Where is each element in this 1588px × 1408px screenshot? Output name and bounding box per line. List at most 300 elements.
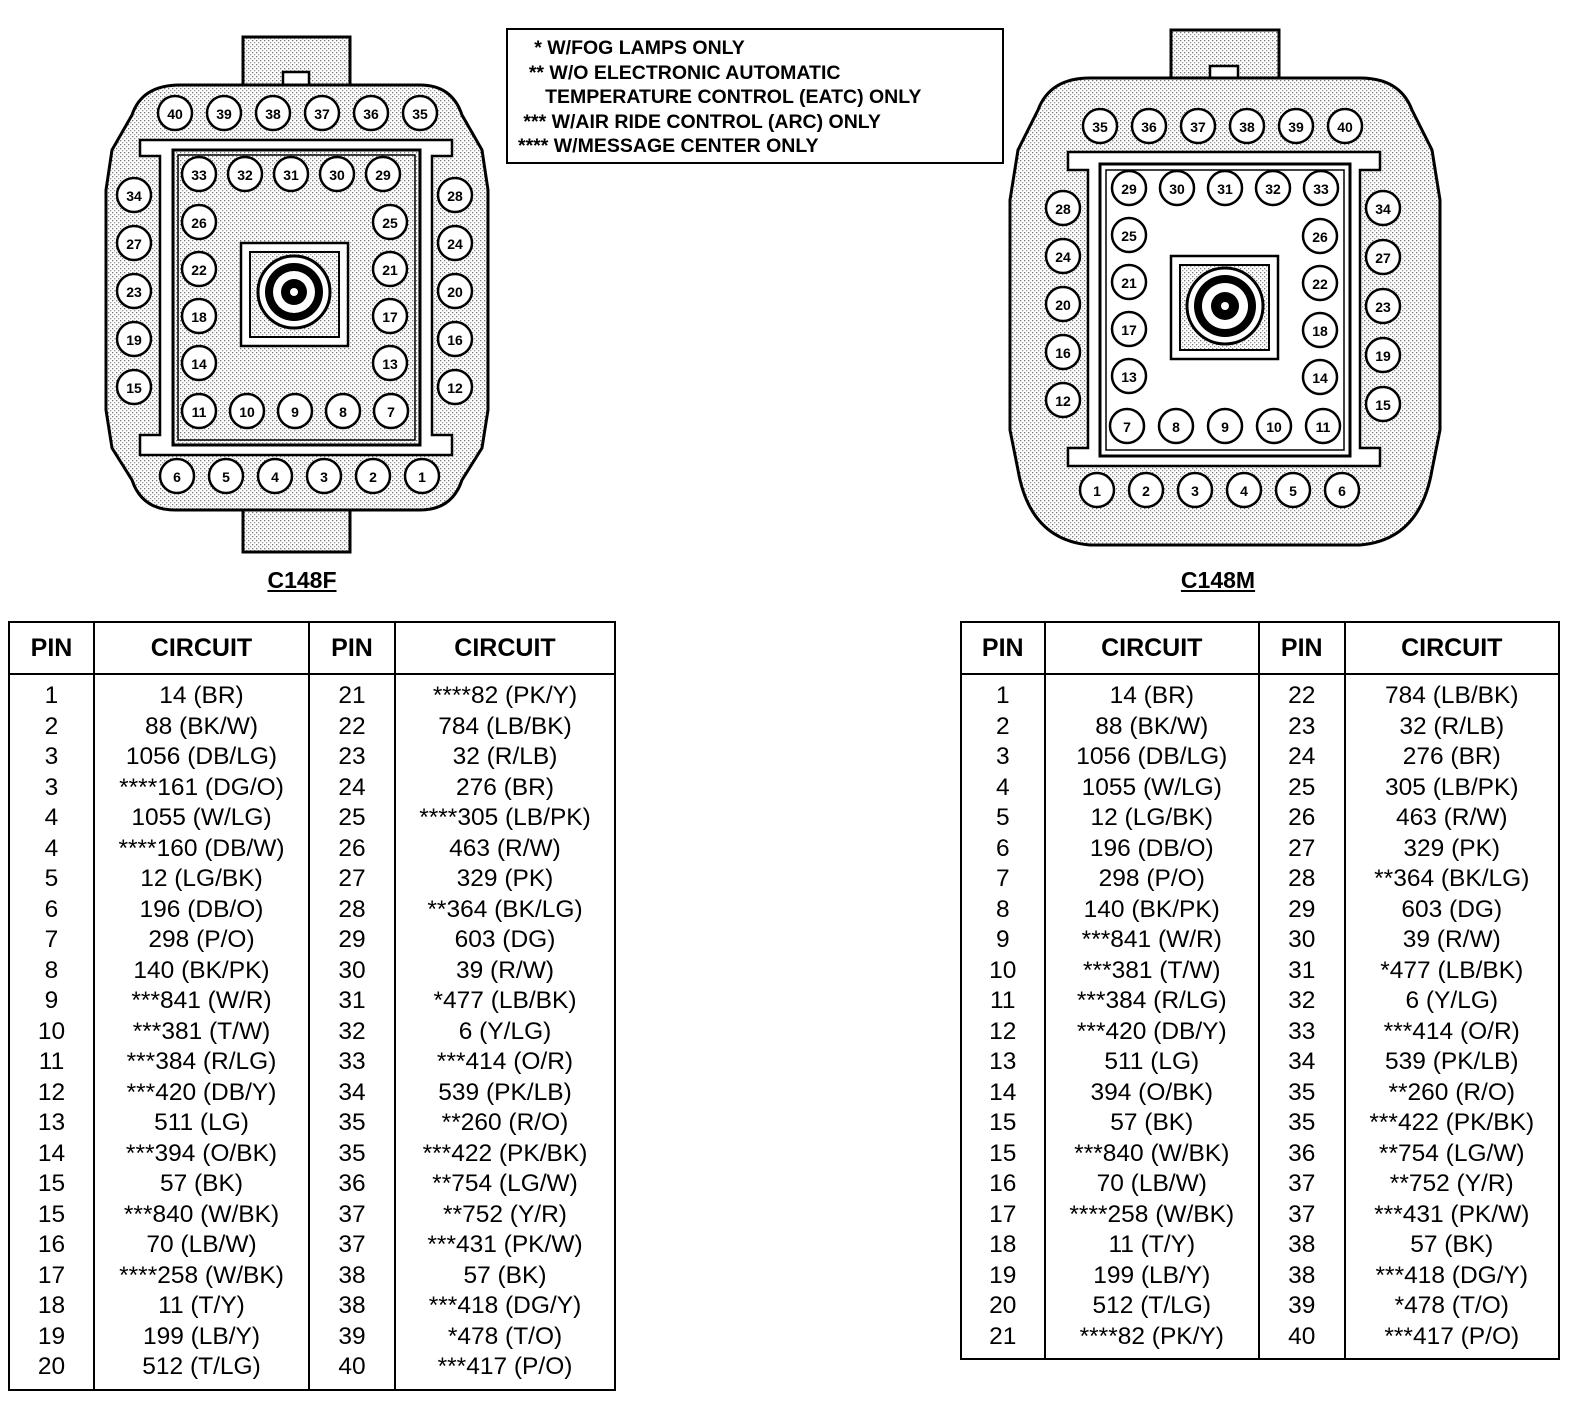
pin-cell: 4 <box>961 773 1045 804</box>
pin-cell: 34 <box>1259 1047 1345 1078</box>
circuit-cell: 70 (LB/W) <box>1045 1169 1259 1200</box>
pin-cell: 5 <box>9 864 94 895</box>
circuit-cell: 70 (LB/W) <box>94 1230 309 1261</box>
pin-number: 15 <box>126 380 142 396</box>
circuit-cell: 539 (PK/LB) <box>438 1078 572 1106</box>
pin-40 <box>1328 109 1362 143</box>
circuit-cell: 39 (R/W) <box>456 956 554 984</box>
circuit-cell: 1055 (W/LG) <box>1045 773 1259 804</box>
circuit-cell: ****305 (LB/PK) <box>419 804 591 832</box>
pin-30 <box>1160 171 1194 205</box>
circuit-cell: *478 (T/O) <box>1394 1292 1509 1320</box>
table-row <box>961 1139 1559 1170</box>
pin-header: PIN <box>9 622 94 674</box>
circuit-cell: **260 (R/O) <box>1388 1078 1516 1106</box>
pin-cell: 16 <box>961 1169 1045 1200</box>
pin-number: 27 <box>126 236 142 252</box>
table-row <box>961 1108 1559 1139</box>
pin-cell: 9 <box>961 925 1045 956</box>
circuit-header: CIRCUIT <box>1045 622 1259 674</box>
circuit-cell: ***422 (PK/BK) <box>1369 1109 1535 1137</box>
circuit-cell: 784 (LB/BK) <box>1385 682 1519 710</box>
pin-cell: 12 <box>9 1078 94 1109</box>
pin-number: 17 <box>1121 322 1137 338</box>
circuit-cell: ***420 (DB/Y) <box>1045 1017 1259 1048</box>
pin-cell: 20 <box>961 1291 1045 1322</box>
circuit-cell: 32 (R/LB) <box>452 743 558 771</box>
pin-number: 28 <box>1055 201 1071 217</box>
table-row <box>9 895 615 926</box>
pin-cell: 20 <box>9 1352 94 1390</box>
pin-cell: 26 <box>309 834 395 865</box>
pin-cell: 28 <box>309 895 395 926</box>
pin-cell: 24 <box>1259 742 1345 773</box>
circuit-cell: 276 (BR) <box>455 773 555 801</box>
table-row <box>9 1291 615 1322</box>
pin-number: 4 <box>1240 483 1248 499</box>
pin-cell: 33 <box>1259 1017 1345 1048</box>
circuit-cell: 329 (PK) <box>456 865 554 893</box>
pin-number: 32 <box>1265 181 1281 197</box>
pin-21 <box>1112 265 1146 299</box>
pin-cell: 29 <box>309 925 395 956</box>
pin-5 <box>1276 473 1310 507</box>
pin-cell: 4 <box>9 834 94 865</box>
circuit-cell: 1056 (DB/LG) <box>94 742 309 773</box>
legend-line: *** W/AIR RIDE CONTROL (ARC) ONLY <box>518 110 881 133</box>
circuit-cell: 57 (BK) <box>1410 1231 1494 1259</box>
pin-8 <box>1159 409 1193 443</box>
circuit-cell: 603 (DG) <box>454 926 556 954</box>
pin-header: PIN <box>1259 622 1345 674</box>
pin-cell: 2 <box>9 712 94 743</box>
circuit-cell: ***414 (O/R) <box>436 1048 574 1076</box>
pin-number: 30 <box>329 167 345 183</box>
circuit-cell: 57 (BK) <box>463 1261 547 1289</box>
pin-cell: 14 <box>9 1139 94 1170</box>
pin-number: 13 <box>1121 369 1137 385</box>
circuit-cell: ***420 (DB/Y) <box>94 1078 309 1109</box>
pin-26 <box>1303 219 1337 253</box>
table-row <box>9 1200 615 1231</box>
pin-6 <box>1325 473 1359 507</box>
pin-number: 22 <box>1312 276 1328 292</box>
pin-cell: 17 <box>961 1200 1045 1231</box>
circuit-cell: 298 (P/O) <box>1045 864 1259 895</box>
circuit-cell: 140 (BK/PK) <box>94 956 309 987</box>
pin-cell: 36 <box>1259 1139 1345 1170</box>
pin-cell: 15 <box>961 1108 1045 1139</box>
circuit-cell: ****82 (PK/Y) <box>432 682 578 710</box>
table-row <box>961 834 1559 865</box>
pin-number: 33 <box>191 167 207 183</box>
pin-number: 9 <box>1221 419 1229 435</box>
pin-cell: 9 <box>9 986 94 1017</box>
circuit-cell: ***384 (R/LG) <box>1045 986 1259 1017</box>
pin-number: 23 <box>126 284 142 300</box>
circuit-cell: *477 (LB/BK) <box>1380 956 1524 984</box>
circuit-cell: *477 (LB/BK) <box>433 987 577 1015</box>
circuit-cell: **754 (LG/W) <box>432 1170 578 1198</box>
pin-cell: 19 <box>9 1322 94 1353</box>
table-row <box>9 1322 615 1353</box>
circuit-cell: 784 (LB/BK) <box>438 712 572 740</box>
pin-number: 19 <box>1375 348 1391 364</box>
pin-cell: 27 <box>1259 834 1345 865</box>
pin-cell: 13 <box>961 1047 1045 1078</box>
table-row <box>961 1261 1559 1292</box>
pin-cell: 37 <box>309 1230 395 1261</box>
pin-number: 5 <box>1289 483 1297 499</box>
circuit-cell: ****258 (W/BK) <box>94 1261 309 1292</box>
pin-number: 7 <box>387 404 395 420</box>
pin-cell: 3 <box>9 773 94 804</box>
pin-34 <box>1366 191 1400 225</box>
pin-cell: 31 <box>1259 956 1345 987</box>
pin-13 <box>1112 359 1146 393</box>
pin-15 <box>1366 387 1400 421</box>
circuit-cell: ***384 (R/LG) <box>94 1047 309 1078</box>
table-row <box>961 1230 1559 1261</box>
circuit-cell: 12 (LG/BK) <box>94 864 309 895</box>
pin-14 <box>1303 360 1337 394</box>
pin-cell: 12 <box>961 1017 1045 1048</box>
pin-cell: 34 <box>309 1078 395 1109</box>
pin-cell: 37 <box>309 1200 395 1231</box>
circuit-cell: 539 (PK/LB) <box>1385 1048 1519 1076</box>
pin-cell: 40 <box>309 1352 395 1390</box>
table-row <box>9 1139 615 1170</box>
pin-number: 3 <box>1191 483 1199 499</box>
pin-number: 14 <box>191 356 207 372</box>
circuit-cell: 463 (R/W) <box>1395 804 1508 832</box>
table-row <box>9 712 615 743</box>
pin-cell: 19 <box>961 1261 1045 1292</box>
pin-number: 24 <box>447 236 463 252</box>
pin-cell: 39 <box>309 1322 395 1353</box>
pin-number: 15 <box>1375 397 1391 413</box>
pin-cell: 24 <box>309 773 395 804</box>
pin-25 <box>1112 218 1146 252</box>
pin-number: 38 <box>1239 119 1255 135</box>
pin-cell: 10 <box>961 956 1045 987</box>
circuit-cell: 14 (BR) <box>94 674 309 712</box>
pin-cell: 36 <box>309 1169 395 1200</box>
pin-number: 27 <box>1375 250 1391 266</box>
circuit-cell: 512 (T/LG) <box>1045 1291 1259 1322</box>
circuit-cell: ***840 (W/BK) <box>94 1200 309 1231</box>
circuit-cell: 329 (PK) <box>1403 834 1501 862</box>
circuit-cell: 57 (BK) <box>1045 1108 1259 1139</box>
table-row <box>9 803 615 834</box>
pin-cell: 15 <box>9 1200 94 1231</box>
circuit-cell: *478 (T/O) <box>447 1322 563 1350</box>
table-row <box>961 925 1559 956</box>
pin-7 <box>1110 409 1144 443</box>
pin-number: 2 <box>369 469 377 485</box>
table-row <box>961 712 1559 743</box>
connector-label-c148f: C148F <box>267 567 337 593</box>
pin-number: 7 <box>1123 419 1131 435</box>
pin-35 <box>1083 109 1117 143</box>
pin-cell: 15 <box>961 1139 1045 1170</box>
pin-number: 8 <box>1172 419 1180 435</box>
pin-cell: 30 <box>309 956 395 987</box>
circuit-cell: **364 (BK/LG) <box>427 895 583 923</box>
pin-37 <box>1181 109 1215 143</box>
pin-number: 37 <box>1190 119 1206 135</box>
pin-cell: 1 <box>9 674 94 712</box>
table-row <box>9 1078 615 1109</box>
table-row <box>9 1261 615 1292</box>
pin-cell: 5 <box>961 803 1045 834</box>
pin-32 <box>1256 171 1290 205</box>
pin-number: 20 <box>1055 297 1071 313</box>
pin-number: 18 <box>191 309 207 325</box>
table-row <box>961 1047 1559 1078</box>
circuit-cell: ***418 (DG/Y) <box>428 1292 582 1320</box>
pin-cell: 11 <box>961 986 1045 1017</box>
circuit-cell: 12 (LG/BK) <box>1045 803 1259 834</box>
circuit-cell: 463 (R/W) <box>449 834 561 862</box>
pin-10 <box>1257 409 1291 443</box>
pin-number: 40 <box>167 106 183 122</box>
pin-cell: 13 <box>9 1108 94 1139</box>
pin-9 <box>1208 409 1242 443</box>
pin-number: 1 <box>418 469 426 485</box>
pin-number: 35 <box>412 106 428 122</box>
pin-cell: 25 <box>309 803 395 834</box>
pin-number: 23 <box>1375 299 1391 315</box>
table-row <box>961 986 1559 1017</box>
table-row <box>961 803 1559 834</box>
pin-cell: 7 <box>9 925 94 956</box>
pin-cell: 28 <box>1259 864 1345 895</box>
pin-22 <box>1303 266 1337 300</box>
pin-number: 19 <box>126 332 142 348</box>
c148f-pin-table <box>8 621 616 1391</box>
pin-cell: 4 <box>9 803 94 834</box>
pin-cell: 3 <box>9 742 94 773</box>
pin-cell: 38 <box>309 1261 395 1292</box>
table-row <box>9 1108 615 1139</box>
pin-number: 38 <box>265 106 281 122</box>
table-row <box>961 773 1559 804</box>
table-row <box>961 674 1559 712</box>
circuit-cell: 11 (T/Y) <box>1045 1230 1259 1261</box>
key-socket <box>1171 256 1278 359</box>
circuit-cell: 394 (O/BK) <box>1045 1078 1259 1109</box>
circuit-cell: **754 (LG/W) <box>1378 1139 1525 1167</box>
circuit-cell: 6 (Y/LG) <box>1405 987 1499 1015</box>
pin-cell: 31 <box>309 986 395 1017</box>
pin-number: 26 <box>191 215 207 231</box>
pin-cell: 35 <box>309 1108 395 1139</box>
circuit-cell: 32 (R/LB) <box>1399 712 1505 740</box>
pin-number: 20 <box>447 284 463 300</box>
circuit-cell: **260 (R/O) <box>441 1109 569 1137</box>
legend-line: **** W/MESSAGE CENTER ONLY <box>518 135 819 157</box>
circuit-cell: 196 (DB/O) <box>94 895 309 926</box>
circuit-cell: 603 (DG) <box>1401 895 1503 923</box>
pin-cell: 30 <box>1259 925 1345 956</box>
pin-36 <box>1132 109 1166 143</box>
pin-number: 12 <box>1055 393 1071 409</box>
footnote-legend <box>506 28 1004 164</box>
pin-cell: 22 <box>1259 674 1345 712</box>
table-row <box>961 864 1559 895</box>
pin-20 <box>1046 287 1080 321</box>
pin-19 <box>1366 338 1400 372</box>
pin-cell: 22 <box>309 712 395 743</box>
circuit-cell: 298 (P/O) <box>94 925 309 956</box>
table-row <box>9 956 615 987</box>
pin-cell: 6 <box>9 895 94 926</box>
pin-cell: 39 <box>1259 1291 1345 1322</box>
pin-number: 29 <box>375 167 391 183</box>
pin-12 <box>1046 383 1080 417</box>
circuit-cell: ***422 (PK/BK) <box>422 1139 588 1167</box>
pin-31 <box>1208 171 1242 205</box>
pin-23 <box>1366 289 1400 323</box>
table-row <box>961 1200 1559 1231</box>
pin-cell: 37 <box>1259 1200 1345 1231</box>
circuit-cell: 140 (BK/PK) <box>1045 895 1259 926</box>
pin-number: 33 <box>1313 181 1329 197</box>
pin-cell: 25 <box>1259 773 1345 804</box>
circuit-cell: ***417 (P/O) <box>437 1353 573 1381</box>
pin-cell: 23 <box>1259 712 1345 743</box>
pin-38 <box>1230 109 1264 143</box>
circuit-cell: 39 (R/W) <box>1402 926 1501 954</box>
circuit-cell: ****161 (DG/O) <box>94 773 309 804</box>
pin-number: 22 <box>191 262 207 278</box>
circuit-cell: 276 (BR) <box>1402 743 1501 771</box>
circuit-cell: ***381 (T/W) <box>94 1017 309 1048</box>
circuit-cell: ***841 (W/R) <box>1045 925 1259 956</box>
circuit-cell: 512 (T/LG) <box>94 1352 309 1390</box>
pin-28 <box>1046 191 1080 225</box>
table-row <box>9 1352 615 1390</box>
pin-cell: 15 <box>9 1169 94 1200</box>
legend-line: ** W/O ELECTRONIC AUTOMATIC <box>518 61 841 84</box>
pin-11 <box>1306 409 1340 443</box>
pin-number: 25 <box>1121 228 1137 244</box>
pin-number: 11 <box>1315 419 1331 435</box>
pin-cell: 23 <box>309 742 395 773</box>
pin-27 <box>1366 240 1400 274</box>
circuit-cell: ***414 (O/R) <box>1383 1017 1520 1045</box>
circuit-cell: 57 (BK) <box>94 1169 309 1200</box>
circuit-header: CIRCUIT <box>1345 622 1559 674</box>
pin-number: 36 <box>1141 119 1157 135</box>
pin-number: 10 <box>1266 419 1282 435</box>
pin-cell: 38 <box>309 1291 395 1322</box>
circuit-cell: 1055 (W/LG) <box>94 803 309 834</box>
table-row <box>9 1017 615 1048</box>
table-row <box>9 1230 615 1261</box>
circuit-cell: 1056 (DB/LG) <box>1045 742 1259 773</box>
pin-33 <box>1304 171 1338 205</box>
table-row <box>9 925 615 956</box>
pin-cell: 33 <box>309 1047 395 1078</box>
pin-number: 35 <box>1092 119 1108 135</box>
pin-number: 39 <box>1288 119 1304 135</box>
pin-cell: 29 <box>1259 895 1345 926</box>
circuit-cell: ***431 (PK/W) <box>1374 1200 1530 1228</box>
pin-cell: 32 <box>309 1017 395 1048</box>
circuit-cell: ***840 (W/BK) <box>1045 1139 1259 1170</box>
pin-cell: 38 <box>1259 1261 1345 1292</box>
table-row <box>9 1047 615 1078</box>
pin-cell: 21 <box>961 1322 1045 1360</box>
pin-cell: 37 <box>1259 1169 1345 1200</box>
table-row <box>961 1322 1559 1360</box>
pin-number: 40 <box>1337 119 1353 135</box>
circuit-cell: ****82 (PK/Y) <box>1045 1322 1259 1360</box>
pin-cell: 6 <box>961 834 1045 865</box>
pin-number: 10 <box>239 404 255 420</box>
pin-cell: 11 <box>9 1047 94 1078</box>
circuit-cell: 199 (LB/Y) <box>94 1322 309 1353</box>
pin-number: 37 <box>314 106 330 122</box>
table-row <box>9 773 615 804</box>
pin-cell: 35 <box>1259 1108 1345 1139</box>
pin-2 <box>1129 473 1163 507</box>
pin-number: 6 <box>173 469 181 485</box>
pin-header: PIN <box>309 622 395 674</box>
pin-number: 32 <box>237 167 253 183</box>
pin-cell: 8 <box>9 956 94 987</box>
pin-1 <box>1080 473 1114 507</box>
circuit-cell: 199 (LB/Y) <box>1045 1261 1259 1292</box>
table-row <box>9 1169 615 1200</box>
pin-number: 16 <box>447 332 463 348</box>
circuit-cell: 88 (BK/W) <box>1045 712 1259 743</box>
pin-number: 24 <box>1055 249 1071 265</box>
pin-4 <box>1227 473 1261 507</box>
pin-number: 31 <box>283 167 299 183</box>
table-row <box>961 1017 1559 1048</box>
pin-cell: 1 <box>961 674 1045 712</box>
pin-cell: 21 <box>309 674 395 712</box>
pin-29 <box>1112 171 1146 205</box>
pin-cell: 40 <box>1259 1322 1345 1360</box>
pin-cell: 32 <box>1259 986 1345 1017</box>
pin-cell: 7 <box>961 864 1045 895</box>
pin-cell: 2 <box>961 712 1045 743</box>
pin-number: 1 <box>1093 483 1101 499</box>
pin-cell: 26 <box>1259 803 1345 834</box>
pin-cell: 17 <box>9 1261 94 1292</box>
table-row <box>9 986 615 1017</box>
table-row <box>961 742 1559 773</box>
pin-number: 17 <box>382 309 398 325</box>
pin-number: 21 <box>1121 275 1137 291</box>
circuit-cell: 305 (LB/PK) <box>1385 773 1519 801</box>
pin-cell: 18 <box>961 1230 1045 1261</box>
pin-cell: 38 <box>1259 1230 1345 1261</box>
pin-number: 12 <box>447 380 463 396</box>
pin-cell: 16 <box>9 1230 94 1261</box>
pin-cell: 35 <box>1259 1078 1345 1109</box>
pin-number: 29 <box>1121 181 1137 197</box>
pin-number: 25 <box>382 215 398 231</box>
pin-number: 18 <box>1312 323 1328 339</box>
c148m-pin-table <box>960 621 1560 1360</box>
pin-cell: 3 <box>961 742 1045 773</box>
circuit-cell: 88 (BK/W) <box>94 712 309 743</box>
